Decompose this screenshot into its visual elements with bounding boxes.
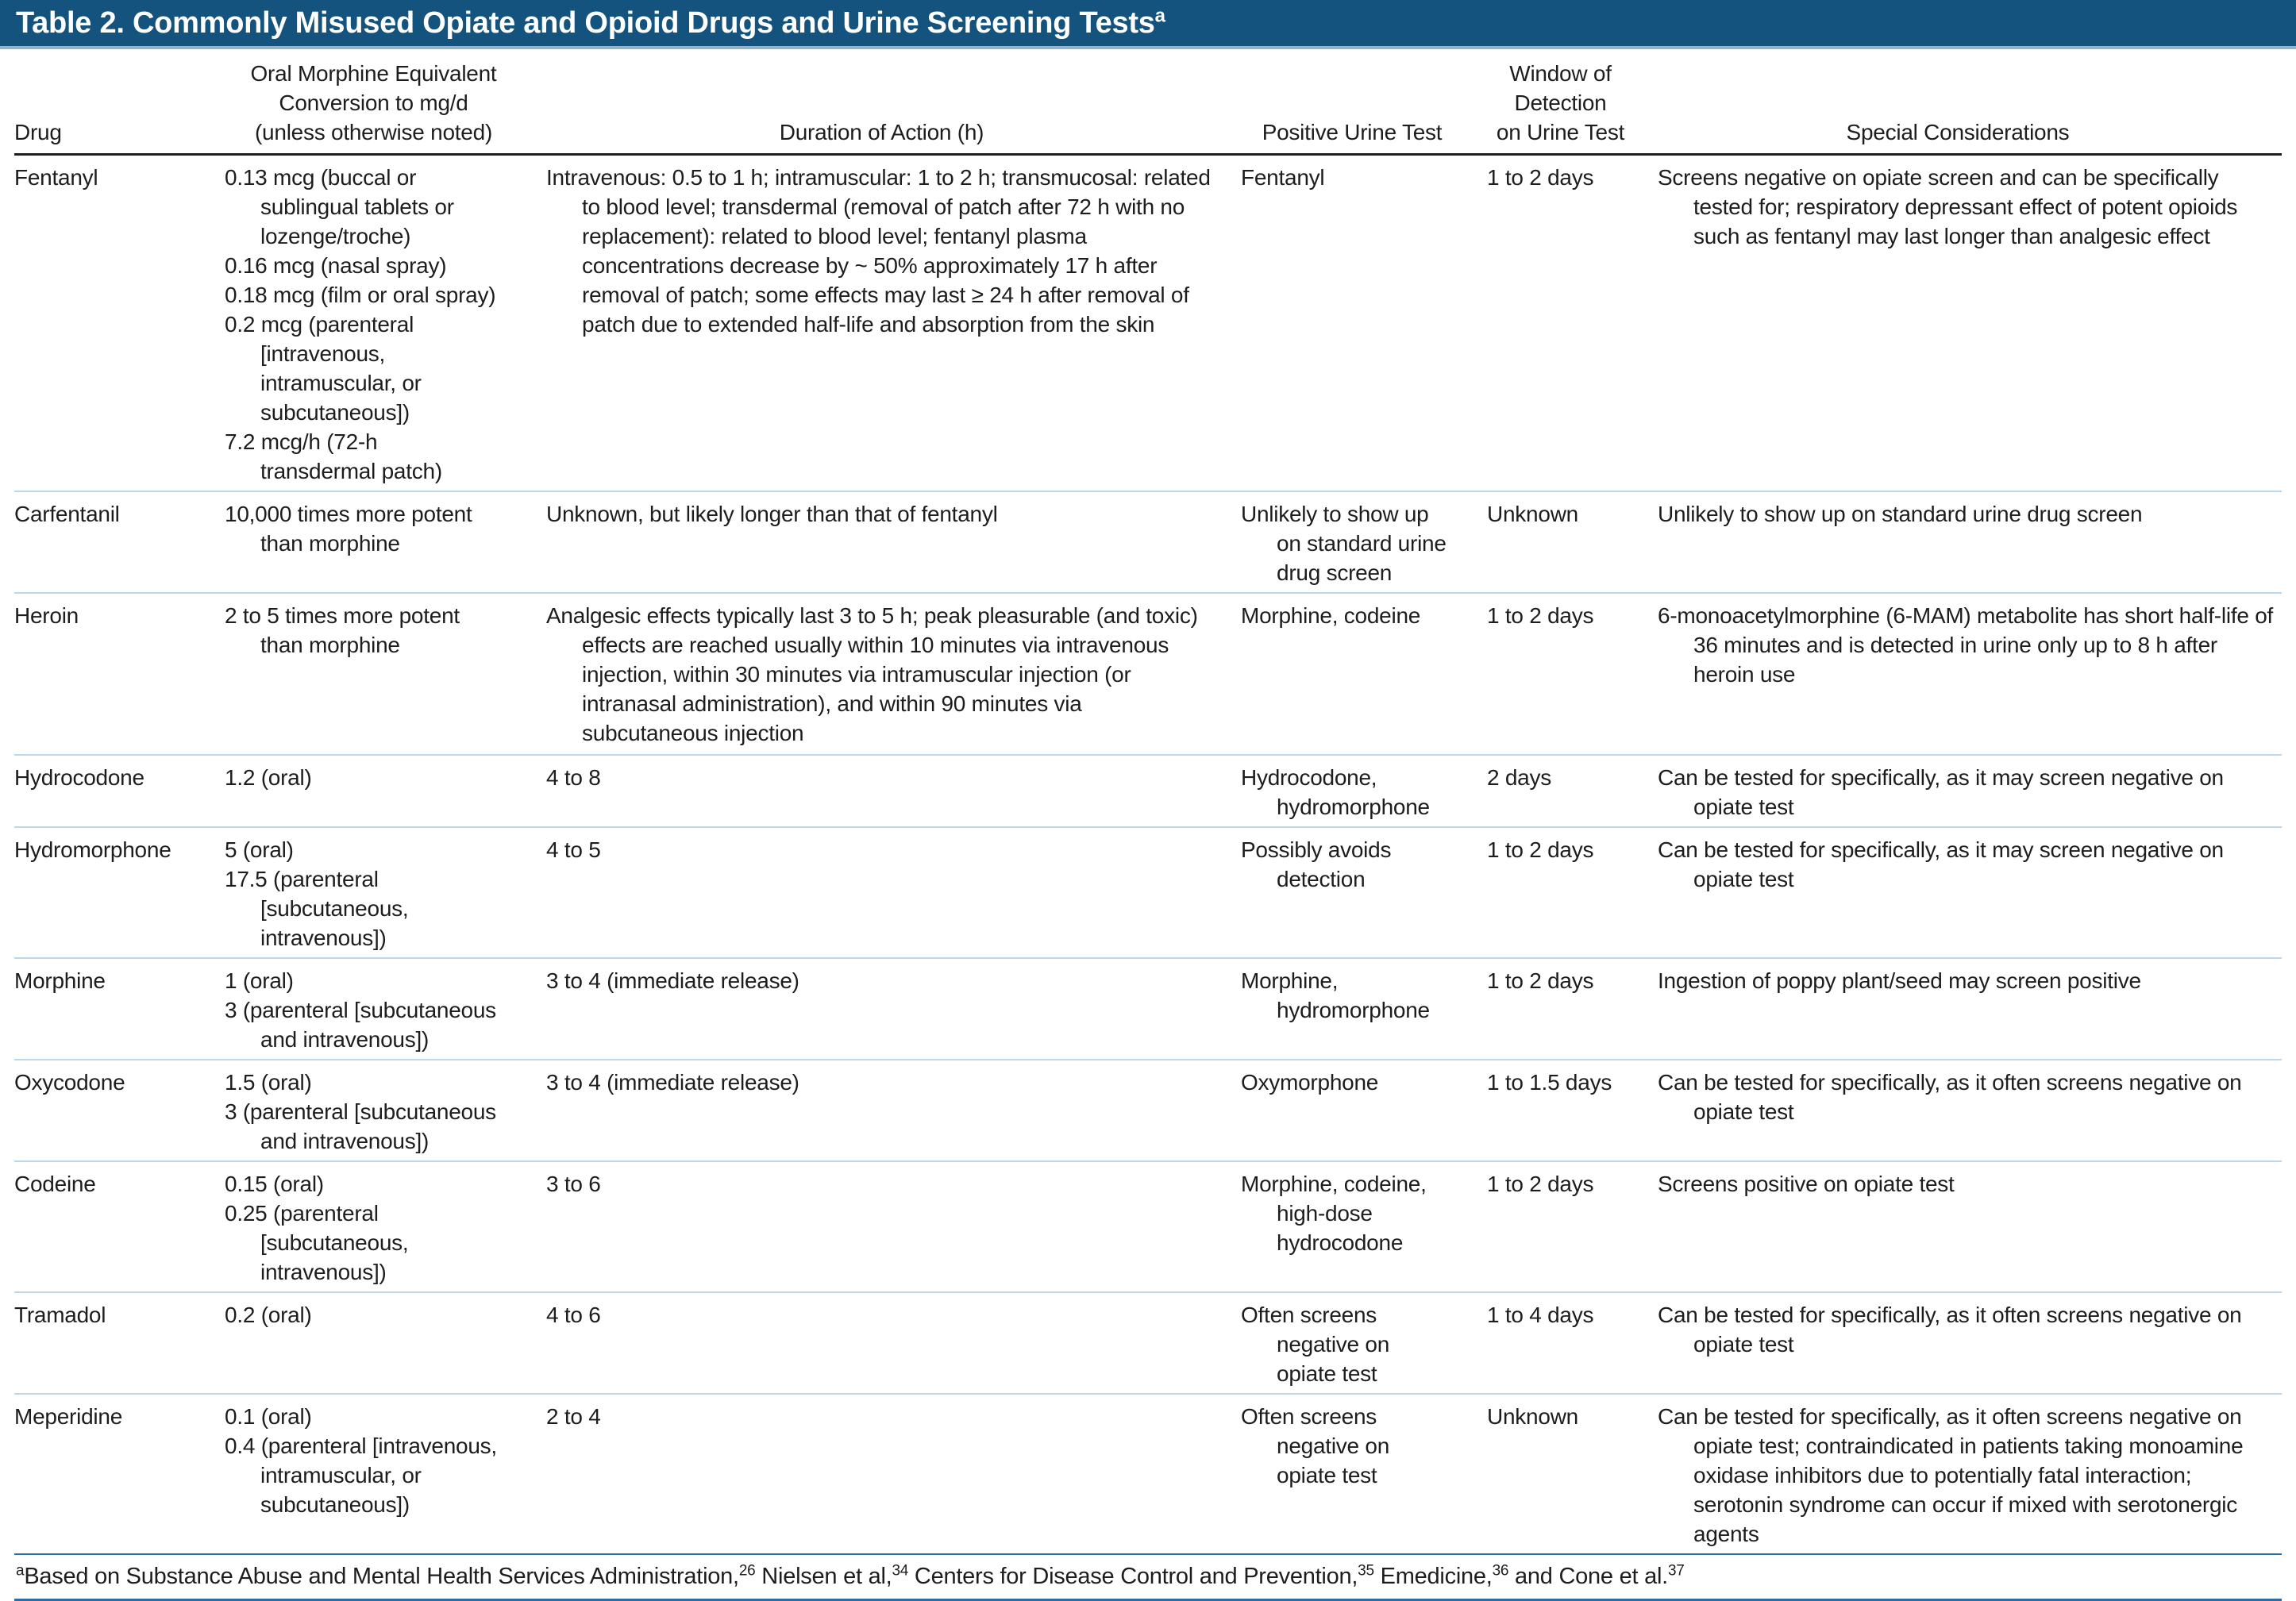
table-row-hydromorphone xyxy=(14,828,2282,959)
cell-window: Unknown xyxy=(1487,1404,1578,1429)
table-row-morphine xyxy=(14,959,2282,1060)
cell-conversion: 1 (oral) 3 (parenteral [subcutaneous and intravenous]) xyxy=(225,968,496,1052)
table-row-meperidine xyxy=(14,1395,2282,1553)
table-row-heroin xyxy=(14,594,2282,756)
table-row-oxycodone xyxy=(14,1060,2282,1162)
cell-conversion: 2 to 5 times more potent than morphine xyxy=(225,603,460,657)
cell-special: Can be tested for specifically, as it may screen negative on opiate test xyxy=(1658,765,2224,819)
cell-urine-test: Possibly avoids detection xyxy=(1241,837,1392,891)
cell-conversion: 5 (oral) 17.5 (parenteral [subcutaneous, intravenous]) xyxy=(225,837,409,950)
cell-urine-test: Morphine, codeine, high-dose hydrocodone xyxy=(1241,1172,1427,1255)
column-header-special: Special Considerations xyxy=(1846,120,2070,144)
cell-conversion: 1.5 (oral) 3 (parenteral [subcutaneous and intravenous]) xyxy=(225,1070,496,1153)
cell-special: Can be tested for specifically, as it often screens negative on opiate test xyxy=(1658,1070,2242,1124)
cell-special: Screens negative on opiate screen and can be specifically tested for; respiratory depressant effect of potent opioids such as fentanyl may last longer than analgesic effect xyxy=(1658,165,2238,248)
cell-urine-test: Often screens negative on opiate test xyxy=(1241,1303,1390,1386)
cell-urine-test: Unlikely to show up on standard urine drug screen xyxy=(1241,502,1447,585)
column-header-drug: Drug xyxy=(14,120,62,144)
table-title-bar xyxy=(0,0,2296,49)
cell-duration: 3 to 4 (immediate release) xyxy=(546,1070,799,1095)
cell-urine-test: Hydrocodone, hydromorphone xyxy=(1241,765,1430,819)
cell-drug: Morphine xyxy=(14,968,106,993)
table-row-hydrocodone xyxy=(14,756,2282,828)
cell-drug: Hydrocodone xyxy=(14,765,144,790)
cell-window: 1 to 2 days xyxy=(1487,165,1594,190)
footnote-reference-superscript: 36 xyxy=(1492,1562,1509,1580)
column-header-window: Window of Detection on Urine Test xyxy=(1496,61,1625,144)
table-title: Table 2. Commonly Misused Opiate and Opioid Drugs and Urine Screening Tests xyxy=(16,6,1155,40)
table-title-footnote-marker: a xyxy=(1154,5,1165,27)
table-footnote xyxy=(14,1553,2282,1601)
cell-duration: 4 to 6 xyxy=(546,1303,601,1327)
table-body xyxy=(14,156,2282,1553)
cell-window: 1 to 1.5 days xyxy=(1487,1070,1612,1095)
cell-window: 2 days xyxy=(1487,765,1551,790)
cell-urine-test: Oxymorphone xyxy=(1241,1070,1379,1095)
cell-duration: Analgesic effects typically last 3 to 5 h; peak pleasurable (and toxic) effects are reached usually within 10 minutes via intravenous injection, within 30 minutes via intramuscular injection (or intranasal administration), and within 90 minutes via subcutaneous injection xyxy=(546,603,1198,745)
cell-window: 1 to 2 days xyxy=(1487,603,1594,628)
cell-window: Unknown xyxy=(1487,502,1578,526)
column-header-duration: Duration of Action (h) xyxy=(779,120,984,144)
cell-drug: Fentanyl xyxy=(14,165,98,190)
cell-duration: 3 to 6 xyxy=(546,1172,601,1196)
cell-conversion: 10,000 times more potent than morphine xyxy=(225,502,472,556)
cell-window: 1 to 2 days xyxy=(1487,1172,1594,1196)
cell-special: Unlikely to show up on standard urine drug screen xyxy=(1658,502,2143,526)
cell-urine-test: Morphine, codeine xyxy=(1241,603,1421,628)
cell-conversion: 1.2 (oral) xyxy=(225,765,312,790)
cell-duration: Unknown, but likely longer than that of fentanyl xyxy=(546,502,998,526)
footnote-reference-superscript: 26 xyxy=(738,1562,756,1580)
cell-duration: Intravenous: 0.5 to 1 h; intramuscular: 1 to 2 h; transmucosal: related to blood level; transdermal (removal of patch after 72 h with no replacement): related to blood level; fentanyl plasma concentrations decrease by ~ 50% approximately 17 h after removal of patch; some effects may last ≥ 24 h after removal of patch due to extended half-life and absorption from the skin xyxy=(546,165,1211,337)
footnote-reference-superscript: 34 xyxy=(892,1562,909,1580)
table-row-carfentanil xyxy=(14,492,2282,594)
cell-drug: Meperidine xyxy=(14,1404,123,1429)
cell-urine-test: Morphine, hydromorphone xyxy=(1241,968,1430,1022)
cell-conversion: 0.2 (oral) xyxy=(225,1303,312,1327)
column-header-urine_test: Positive Urine Test xyxy=(1262,120,1443,144)
cell-urine-test: Fentanyl xyxy=(1241,165,1325,190)
cell-conversion: 0.15 (oral) 0.25 (parenteral [subcutaneous, intravenous]) xyxy=(225,1172,409,1284)
cell-window: 1 to 2 days xyxy=(1487,837,1594,862)
cell-urine-test: Often screens negative on opiate test xyxy=(1241,1404,1390,1487)
table-row-fentanyl xyxy=(14,156,2282,492)
cell-duration: 3 to 4 (immediate release) xyxy=(546,968,799,993)
cell-drug: Codeine xyxy=(14,1172,96,1196)
footnote-text: Centers for Disease Control and Prevention, xyxy=(908,1564,1358,1589)
table-row-codeine xyxy=(14,1162,2282,1293)
cell-special: Ingestion of poppy plant/seed may screen positive xyxy=(1658,968,2141,993)
footnote-reference-superscript: a xyxy=(16,1562,25,1580)
cell-special: Screens positive on opiate test xyxy=(1658,1172,1955,1196)
footnote-text: Based on Substance Abuse and Mental Health Services Administration, xyxy=(24,1564,739,1589)
cell-duration: 4 to 5 xyxy=(546,837,601,862)
cell-special: Can be tested for specifically, as it often screens negative on opiate test; contraindicated in patients taking monoamine oxidase inhibitors due to potentially fatal interaction; serotonin syndrome can occur if mixed with serotonergic agents xyxy=(1658,1404,2244,1546)
table-header-row xyxy=(14,49,2282,156)
footnote-reference-superscript: 37 xyxy=(1667,1562,1685,1580)
cell-drug: Oxycodone xyxy=(14,1070,125,1095)
cell-drug: Carfentanil xyxy=(14,502,120,526)
cell-window: 1 to 2 days xyxy=(1487,968,1594,993)
cell-drug: Tramadol xyxy=(14,1303,106,1327)
cell-special: Can be tested for specifically, as it often screens negative on opiate test xyxy=(1658,1303,2242,1357)
cell-conversion: 0.13 mcg (buccal or sublingual tablets or lozenge/troche) 0.16 mcg (nasal spray) 0.18 mcg (film or oral spray) 0.2 mcg (parenteral [intravenous, intramuscular, or subcutaneous]) 7.2 mcg/h (72-h transdermal patch) xyxy=(225,165,496,483)
cell-duration: 2 to 4 xyxy=(546,1404,601,1429)
footnote-text: and Cone et al. xyxy=(1508,1564,1668,1589)
footnote-text: Emedicine, xyxy=(1373,1564,1493,1589)
cell-drug: Heroin xyxy=(14,603,79,628)
table-row-tramadol xyxy=(14,1293,2282,1395)
footnote-text: Nielsen et al, xyxy=(755,1564,892,1589)
column-header-conversion: Oral Morphine Equivalent Conversion to mg/d (unless otherwise noted) xyxy=(250,61,497,144)
cell-conversion: 0.1 (oral) 0.4 (parenteral [intravenous, intramuscular, or subcutaneous]) xyxy=(225,1404,497,1517)
drug-table xyxy=(14,49,2282,1553)
cell-special: 6-monoacetylmorphine (6-MAM) metabolite has short half-life of 36 minutes and is detected in urine only up to 8 h after heroin use xyxy=(1658,603,2274,687)
footnote-reference-superscript: 35 xyxy=(1358,1562,1374,1580)
cell-special: Can be tested for specifically, as it may screen negative on opiate test xyxy=(1658,837,2224,891)
cell-drug: Hydromorphone xyxy=(14,837,171,862)
cell-duration: 4 to 8 xyxy=(546,765,601,790)
cell-window: 1 to 4 days xyxy=(1487,1303,1594,1327)
